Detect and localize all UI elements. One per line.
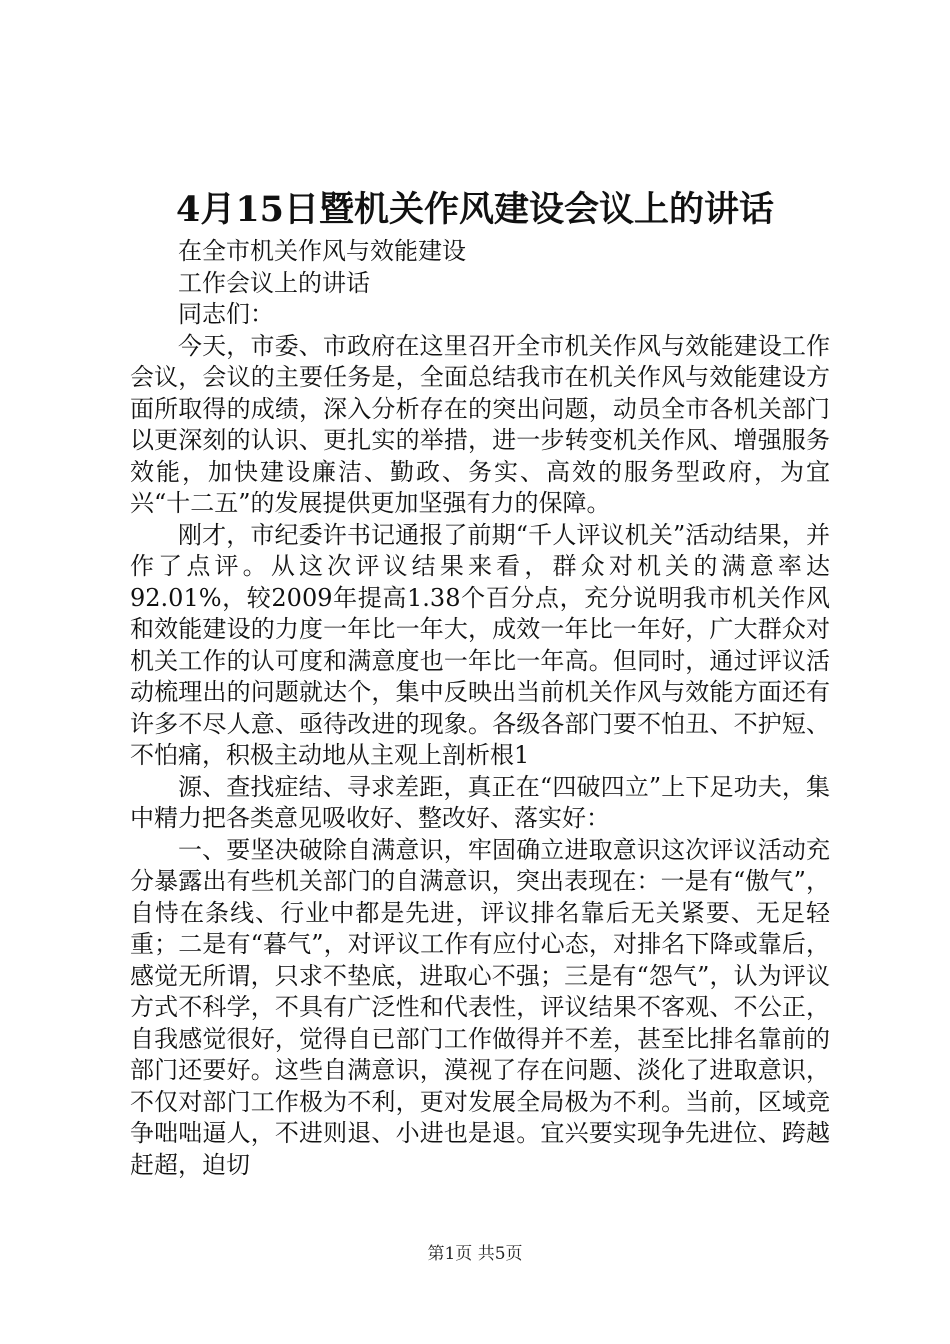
page-footer: 第1页 共5页: [427, 1244, 523, 1264]
paragraph-section-one: 一、要坚决破除自满意识，牢固确立进取意识这次评议活动充分暴露出有些机关部门的自满意识，突出表现在：一是有“傲气”，自恃在条线、行业中都是先进，评议排名靠后无关紧要、无足轻重；二是有“暮气”，对评议工作有应付心态，对排名下降或靠后，感觉无所谓，只求不垫底，进取心不强；三是有“怨气”，认为评议方式不科学，不具有广泛性和代表性，评议结果不客观、不公正，自我感觉很好，觉得自已部门工作做得并不差，甚至比排名靠前的部门还要好。这些自满意识，漠视了存在问题、淡化了进取意识，不仅对部门工作极为不利，更对发展全局极为不利。当前，区域竞争咄咄逼人，不进则退、小进也是退。宜兴要实现争先进位、跨越赶超，迫切: [130, 835, 830, 1179]
paragraph-intro: 今天，市委、市政府在这里召开全市机关作风与效能建设工作会议，会议的主要任务是，全面总结我市在机关作风与效能建设方面所取得的成绩，深入分析存在的突出问题，动员全市各机关部门以更深刻的认识、更扎实的举措，进一步转变机关作风、增强服务效能，加快建设廉洁、勤政、务实、高效的服务型政府，为宜兴“十二五”的发展提供更加坚强有力的保障。: [130, 331, 830, 517]
document-title: 4月15日暨机关作风建设会议上的讲话: [175, 189, 775, 230]
salutation: 同志们：: [178, 300, 274, 328]
paragraph-evaluation: 刚才，市纪委许书记通报了前期“千人评议机关”活动结果，并作了点评。从这次评议结果来看，群众对机关的满意率达92.01%，较2009年提高1.38个百分点，充分说明我市机关作风和效能建设的力度一年比一年大，成效一年比一年好，广大群众对机关工作的认可度和满意度也一年比一年高。但同时，通过评议活动梳理出的问题就达个，集中反映出当前机关作风与效能方面还有许多不尽人意、亟待改进的现象。各级各部门要不怕丑、不护短、不怕痛，积极主动地从主观上剖析根1: [130, 520, 830, 769]
document-body: [130, 236, 830, 1181]
subtitle-line-1: 在全市机关作风与效能建设: [178, 237, 466, 265]
paragraph-continuation: 源、查找症结、寻求差距，真正在“四破四立”上下足功夫，集中精力把各类意见吸收好、整改好、落实好：: [130, 772, 830, 832]
subtitle-line-2: 工作会议上的讲话: [178, 268, 370, 297]
